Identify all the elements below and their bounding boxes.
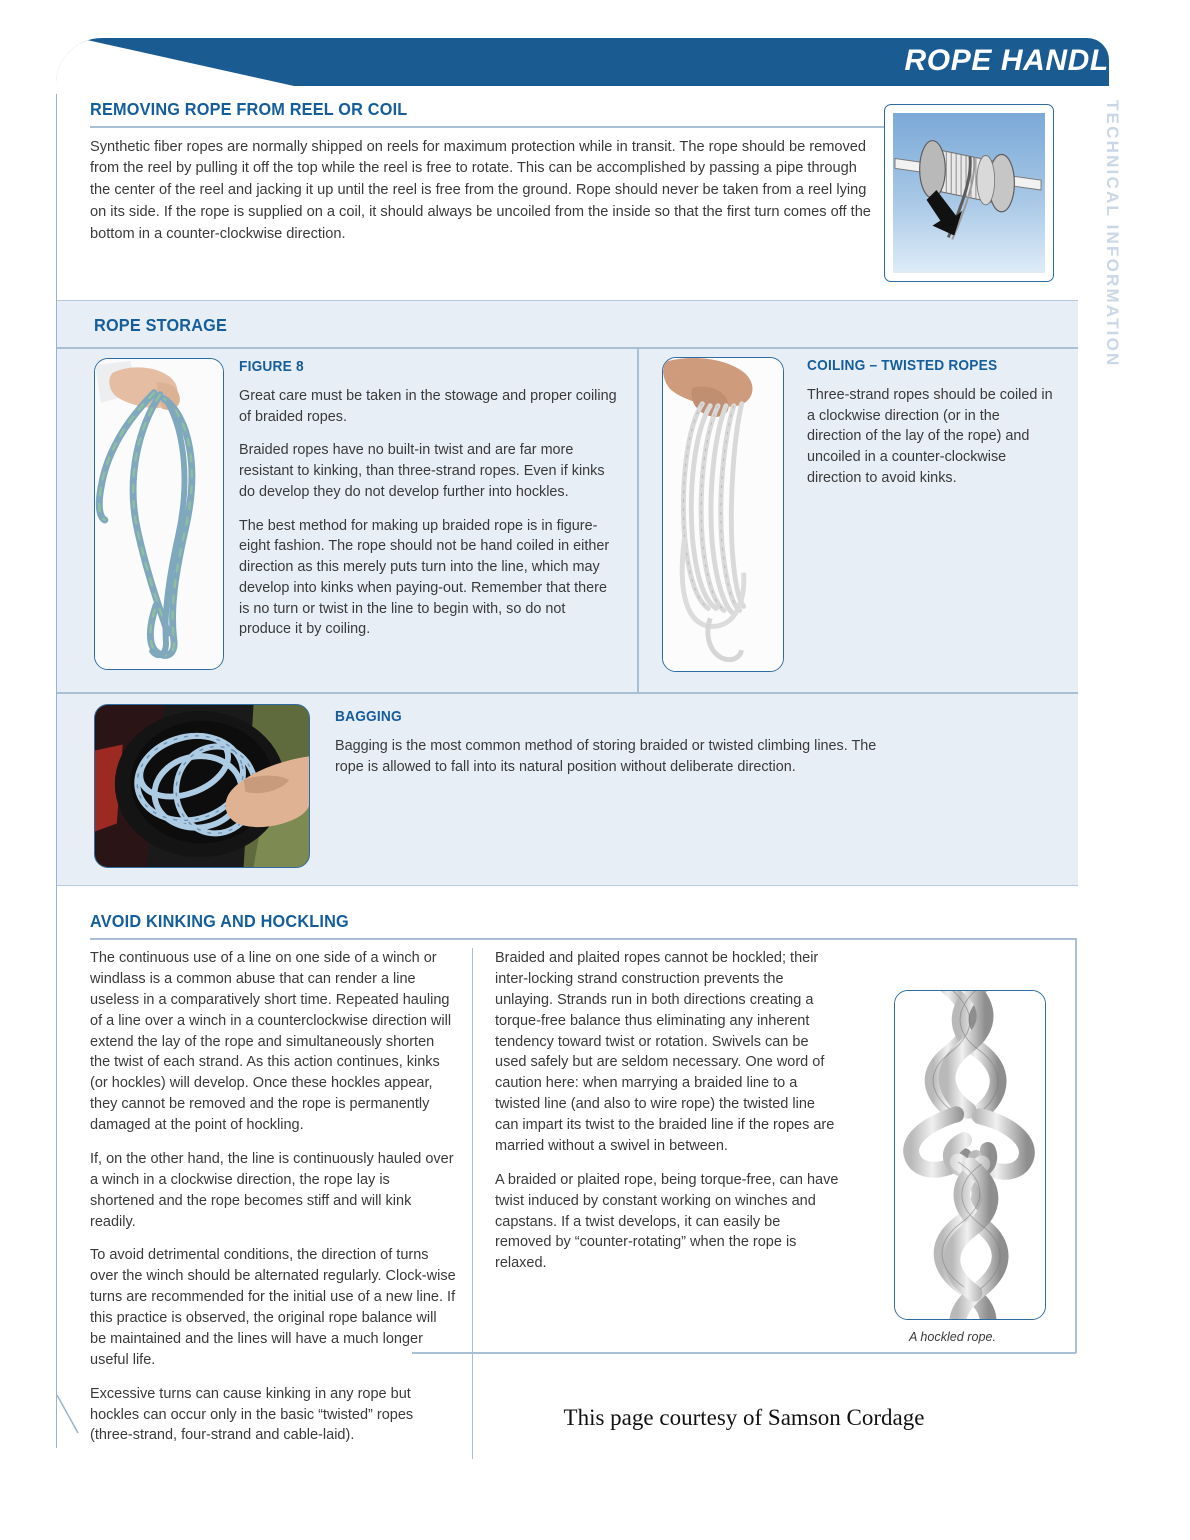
avoid-kinking-rule	[90, 938, 1065, 940]
figure8-text-block	[239, 359, 619, 653]
rope-storage-horizontal-divider	[57, 692, 1078, 694]
kinking-left-paragraph-4: Excessive turns can cause kinking in any rope but hockles can occur only in the basic “twisted” ropes (three-strand, four-strand and cable-laid).	[90, 1385, 414, 1444]
kinking-left-paragraph-2: If, on the other hand, the line is continuously hauled over a winch in a clockwise direction, the rope lay is shortened and the rope becomes stiff and will kink readily.	[90, 1150, 454, 1230]
coiling-photo	[662, 357, 784, 672]
section-rope-storage	[57, 300, 1078, 886]
figure8-photo	[94, 358, 224, 670]
figure8-heading: FIGURE 8	[239, 359, 304, 375]
figure8-paragraph-3: The best method for making up braided rope is in figure-eight fashion. The rope should not be hand coiled in either direction as this merely puts turn into the line, which may develop into kinks when paying-out. Remember that there is no turn or twist in the line to begin with, so do not produce it by coiling.	[239, 517, 610, 638]
bagging-text-block	[335, 709, 895, 790]
reel-illustration-box	[884, 104, 1054, 282]
kinking-panel-right-edge	[1075, 938, 1077, 1353]
section-removing-rope	[90, 99, 1078, 246]
rope-storage-rule	[57, 347, 1078, 349]
page-title: ROPE HANDLING	[904, 44, 1164, 77]
kinking-left-paragraph-1: The continuous use of a line on one side of a winch or windlass is a common abuse that can render a line useless in a comparatively short time. Repeated hauling of a line over a winch in a counterclockwise direction will extend the lay of the rope and simultaneously shorten the twist of each strand. As this action continues, kinks (or hockles) will develop. Once these hockles appear, they cannot be removed and the rope is permanently damaged at the point of hockling.	[90, 950, 452, 1133]
sidebar-label-technical-information: TECHNICAL INFORMATION	[1103, 100, 1122, 368]
figure8-paragraph-1: Great care must be taken in the stowage and proper coiling of braided ropes.	[239, 388, 617, 425]
page-border-tail	[56, 1395, 82, 1435]
kinking-left-paragraph-3: To avoid detrimental conditions, the direction of turns over the winch should be alternated regularly. Clock-wise turns are recommended for the initial use of a new line. If this practice is observed, the original rope balance will be maintained and the lines will have a much longer useful life.	[90, 1247, 456, 1368]
footer-courtesy-note: This page courtesy of Samson Cordage	[563, 1405, 925, 1430]
kinking-column-figure	[840, 948, 1065, 1459]
kinking-column-left	[90, 948, 472, 1459]
removing-rope-heading: REMOVING ROPE FROM REEL OR COIL	[90, 99, 408, 119]
bagging-heading: BAGGING	[335, 709, 402, 725]
rope-storage-heading: ROPE STORAGE	[94, 315, 228, 335]
bagging-photo	[94, 704, 310, 868]
avoid-kinking-heading: AVOID KINKING AND HOCKLING	[90, 911, 349, 931]
avoid-kinking-columns	[90, 948, 1065, 1459]
coiling-heading: COILING – TWISTED ROPES	[807, 358, 998, 374]
rope-storage-vertical-divider	[637, 348, 639, 693]
removing-rope-rule	[90, 126, 972, 128]
kinking-column-right	[472, 948, 840, 1459]
removing-rope-body: Synthetic fiber ropes are normally shipped on reels for maximum protection while in transit. The rope should be removed from the reel by pulling it off the top while the reel is free to rotate. This can be accomplished by passing a pipe through the center of the reel and jacking it up until the reel is free from the ground. Rope should never be taken from a reel lying on its side. If the rope is supplied on a coil, it should always be uncoiled from the inside so that the first turn comes off the bottom in a counter-clockwise direction.	[90, 138, 871, 243]
bagging-paragraph-1: Bagging is the most common method of storing braided or twisted climbing lines. The rope is allowed to fall into its natural position without deliberate direction.	[335, 738, 877, 775]
hockled-rope-photo	[894, 990, 1046, 1320]
kinking-right-paragraph-1: Braided and plaited ropes cannot be hockled; their inter-locking strand construction prevents the unlaying. Strands run in both directions creating a torque-free balance thus eliminating any inherent tendency toward twist or rotation. Swivels can be used safely but are seldom necessary. One word of caution here: when marrying a braided line to a twisted line (and also to wire rope) the twisted line can impart its twist to the braided line if the ropes are married without a swivel in between.	[495, 950, 835, 1154]
kinking-right-paragraph-2: A braided or plaited rope, being torque-free, can have twist induced by constant working on winches and capstans. If a twist develops, it can easily be removed by “counter-rotating” when the rope is relaxed.	[495, 1171, 839, 1272]
reel-illustration	[893, 113, 1045, 273]
hockled-rope-caption: A hockled rope.	[908, 1330, 997, 1344]
coiling-paragraph-1: Three-strand ropes should be coiled in a clockwise direction (or in the direction of the lay of the rope) and uncoiled in a counter-clockwise direction to avoid kinks.	[807, 387, 1053, 486]
coiling-text-block	[807, 358, 1057, 502]
figure8-paragraph-2: Braided ropes have no built-in twist and are far more resistant to kinking, than three-strand ropes. Even if kinks do develop they do not develop further into hockles.	[239, 442, 605, 500]
